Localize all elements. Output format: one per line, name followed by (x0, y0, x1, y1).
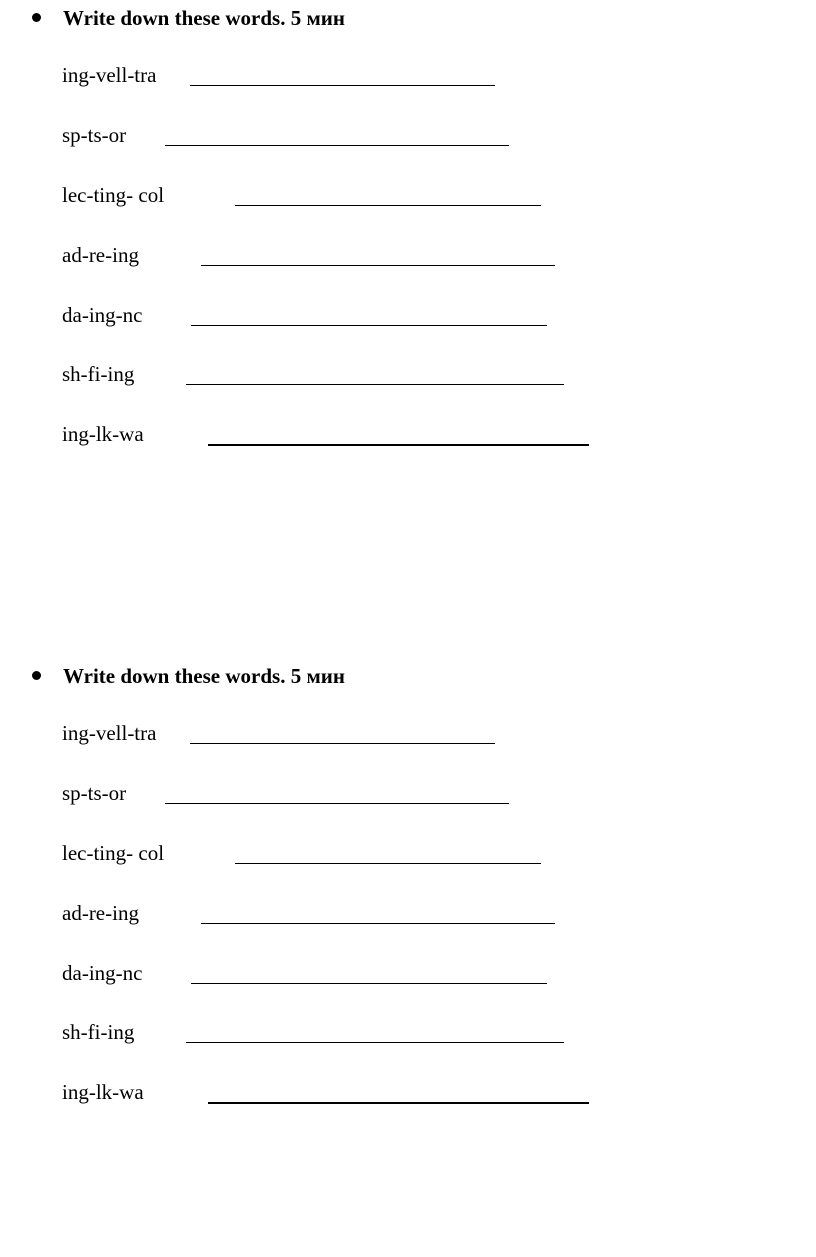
answer-blank[interactable] (201, 265, 555, 266)
scrambled-word: lec-ting- col (62, 841, 165, 865)
scrambled-word: ing-lk-wa (62, 1080, 144, 1104)
heading-text: Write down these words. 5 мин (63, 664, 345, 688)
scrambled-word: ad-re-ing (62, 901, 139, 925)
answer-blank[interactable] (165, 803, 509, 804)
word-row (0, 840, 816, 870)
answer-blank[interactable] (190, 85, 495, 86)
scrambled-word: sp-ts-or (62, 781, 127, 805)
scrambled-word: sh-fi-ing (62, 1020, 135, 1044)
answer-blank[interactable] (208, 444, 589, 446)
scrambled-word: ad-re-ing (62, 243, 139, 267)
word-row (0, 302, 816, 332)
word-row (0, 720, 816, 750)
word-row (0, 1079, 816, 1109)
word-row (0, 421, 816, 451)
word-row (0, 122, 816, 152)
word-row (0, 242, 816, 272)
answer-blank[interactable] (235, 863, 541, 864)
answer-blank[interactable] (208, 1102, 589, 1104)
scrambled-word: ing-vell-tra (62, 63, 157, 87)
scrambled-word: ing-vell-tra (62, 721, 157, 745)
answer-blank[interactable] (186, 1042, 564, 1043)
answer-blank[interactable] (235, 205, 541, 206)
word-row (0, 960, 816, 990)
word-row (0, 361, 816, 391)
answer-blank[interactable] (191, 983, 547, 984)
exercise-heading (0, 663, 700, 689)
scrambled-word: da-ing-nc (62, 961, 143, 985)
answer-blank[interactable] (190, 743, 495, 744)
scrambled-word: ing-lk-wa (62, 422, 144, 446)
answer-blank[interactable] (165, 145, 509, 146)
answer-blank[interactable] (191, 325, 547, 326)
bullet-icon (32, 671, 41, 680)
scrambled-word: lec-ting- col (62, 183, 165, 207)
answer-blank[interactable] (201, 923, 555, 924)
word-row (0, 62, 816, 92)
bullet-icon (32, 13, 41, 22)
word-row (0, 1019, 816, 1049)
scrambled-word: sh-fi-ing (62, 362, 135, 386)
heading-text: Write down these words. 5 мин (63, 6, 345, 30)
word-row (0, 780, 816, 810)
exercise-heading (0, 5, 700, 31)
scrambled-word: da-ing-nc (62, 303, 143, 327)
answer-blank[interactable] (186, 384, 564, 385)
word-row (0, 900, 816, 930)
word-row (0, 182, 816, 212)
scrambled-word: sp-ts-or (62, 123, 127, 147)
